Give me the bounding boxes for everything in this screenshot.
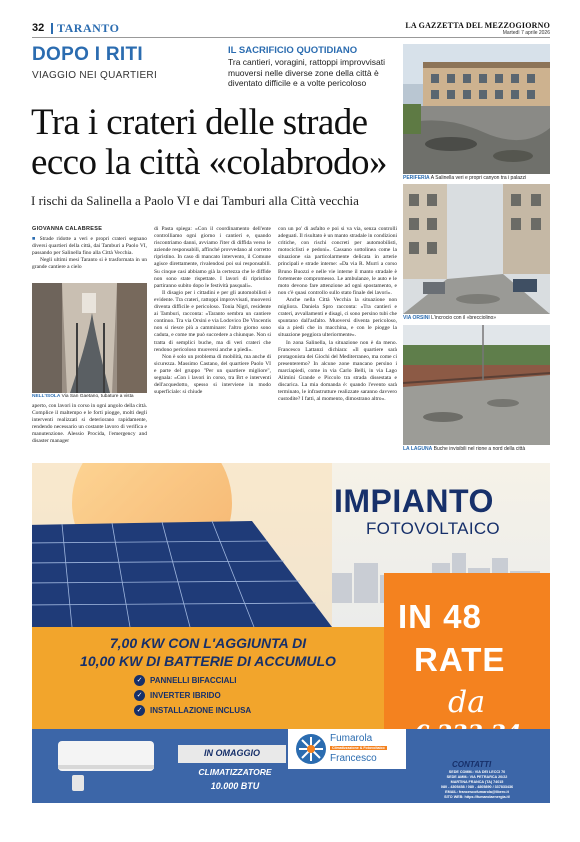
rate-da: da	[448, 685, 486, 720]
caption-label: NELL'ISOLA	[32, 394, 61, 399]
rate-line-2: RATE	[414, 641, 506, 678]
photo-nell-isola	[32, 283, 147, 393]
check-icon: ✓	[134, 675, 145, 686]
headline-line-1: Tra i crateri delle strade	[31, 102, 368, 143]
logo-name: Fumarola	[330, 733, 373, 744]
contact-line: SITO WEB: https://fumarolaenergia.it/	[444, 795, 510, 799]
logo-surname: Francesco	[330, 753, 377, 764]
contact-line: SEDE COMM.: VIA DEI LECCI 70	[448, 770, 506, 774]
photo-caption-laguna	[403, 446, 550, 452]
caption-text: L'incrocio con il «brecciolino»	[431, 315, 497, 321]
snowflake-sun-icon	[294, 732, 328, 766]
contact-line: EMAIL: francescofumarola@libero.it	[445, 790, 509, 794]
article-headline	[31, 103, 401, 183]
side-kicker: IL SACRIFICIO QUOTIDIANO	[228, 45, 358, 56]
newspaper-name: LA GAZZETTA DEL MEZZOGIORNO	[405, 21, 550, 30]
caption-label: LA LAGUNA	[403, 446, 433, 452]
inline-photo-caption	[32, 394, 147, 399]
body-column-1	[32, 236, 147, 271]
photo-caption-periferia	[403, 175, 550, 181]
photo-caption-via-orsini	[403, 315, 550, 321]
check-icon: ✓	[134, 705, 145, 716]
offer-line-1: 7,00 KW CON L'AGGIUNTA DI	[109, 635, 307, 651]
gift-label: IN OMAGGIO	[204, 748, 260, 758]
photo-periferia	[403, 44, 550, 174]
body-column-2	[154, 226, 271, 396]
article-byline: GIOVANNA CALABRESE	[32, 226, 103, 232]
gift-btu: 10.000 BTU	[210, 781, 260, 791]
advertisement	[32, 463, 550, 803]
logo-tagline: Climatizzazione & Fotovoltaico	[332, 746, 385, 750]
article-kicker: DOPO I RITI	[32, 44, 143, 65]
rate-line-1: IN 48	[398, 598, 482, 635]
photo-via-orsini	[403, 184, 550, 314]
air-conditioner-icon	[52, 735, 162, 793]
body-paragraph: In zona Salinella, la situazione non è da meno. Francesco Lattanzi dichiara: «Il quartiere sarà protagonista dei Giochi del Mediterraneo, ma come ci presenteremo? In alcune zone mancano persino i marciapiedi, come in via Carlo Belli, in via Lago Alimini Grande e Piccolo tra strada dissestata e discarica. La mia domanda è: quando l'evento sarà terminato, le infrastrutture realizzate saranno davvero custodite? I fatti, al momento, dimostrano altro».	[278, 339, 397, 403]
contacts-title: CONTATTI	[452, 760, 492, 769]
section-name: TARANTO	[57, 21, 120, 35]
body-paragraph: Non è solo un problema di mobilità, ma anche di sicurezza. Massimo Castano, del quartiere Paolo VI e parte del gruppo "Per un quartiere migliore", segnala: «Con i lavori in corso, tra Brt e interventi dell'acquedotto, spesso si interviene in modo superficiale: si chiude	[154, 353, 271, 396]
body-paragraph: ■ Strade ridotte a veri e propri crateri segnano diversi quartieri della città, dai Tamburi a Paolo VI, passando per Salinella fino alla Città Vecchia.	[32, 236, 147, 257]
body-paragraph: con un po' di asfalto e poi si va via, senza controlli adeguati. Il risultato è un manto stradale in condizioni critiche, con rischi concreti per automobilisti, motociclisti e pedoni». Cassano sottolinea come la situazione sia particolarmente delicata in arterie principali e strade interne: «Da via R. Murri a corso Bruno Buozzi e nelle vie interne il manto stradale è fortemente compromesso. Le ambulanze, le auto e le moto devono fare attenzione ad ogni spostamento, e non c'è quasi controllo sullo stato finale dei lavori».	[278, 226, 397, 296]
body-paragraph: Anche nella Città Vecchia la situazione non migliora. Daniela Spro racconta: «Tra cantieri e crateri, avvallamenti e disagi, ci sono persino tubi che spuntano dall'asfalto. Muoversi diventa pericoloso, sia a piedi che in macchina, e con le piogge la situazione peggiora ulteriormente».	[278, 296, 397, 339]
body-column-3	[278, 226, 397, 403]
body-paragraph: Negli ultimi mesi Taranto si è trasformata in un grande cantiere a cielo	[32, 257, 147, 271]
body-column-1-cont	[32, 403, 147, 446]
headline-line-2: ecco la città «colabrodo»	[31, 142, 387, 183]
article-deck: I rischi da Salinella a Paolo VI e dai Tamburi alla Città vecchia	[31, 193, 359, 208]
page-header	[32, 22, 550, 38]
caption-text: Buche invisibili nel rione a nord della città	[433, 446, 526, 452]
bullet-icon: ■	[32, 236, 40, 242]
feature-item: PANNELLI BIFACCIALI	[150, 676, 237, 685]
check-icon: ✓	[134, 690, 145, 701]
feature-item: INVERTER IBRIDO	[150, 691, 221, 700]
header-divider	[51, 23, 53, 34]
ad-title: IMPIANTO	[334, 483, 494, 519]
body-paragraph: Il disagio per i cittadini e per gli automobilisti è evidente. Tra crateri, rattoppi improvvisati, muoversi diventa difficile e pericoloso. Tonia Nigri, residente ai Tamburi, racconta: «Taranto sembra un cantiere continuo. Tra via Orsini e via Lodovico De Vincentis non si riesce più a camminare: l'altro giorno sono caduta, e come me può succedere a chiunque. Non si tratta di semplici buche, ma di veri crateri che rendono pericoloso muoversi anche a piedi».	[154, 289, 271, 353]
photo-laguna	[403, 325, 550, 445]
offer-line-2: 10,00 KW DI BATTERIE DI ACCUMULO	[80, 653, 336, 669]
caption-text: Via San Gaetano, tubature a vista	[61, 394, 134, 399]
article-kicker-sub: VIAGGIO NEI QUARTIERI	[32, 70, 158, 81]
body-paragraph: di Pasta spiega: «Con il coordinamento dell'ente controlliamo ogni giorno i cantieri e, quando riscontriamo danni, avviamo l'iter di diffida verso le aziende responsabili, affinché provvedano al corretto ripristino. In caso di mancato intervento, il Comune agisce direttamente, rivalendosi poi sui responsabili. Su cinque casi abbiamo già la certezza che le diffide non sono state rispettate. I lavori di ripristino partiranno subito dopo le festività pasquali».	[154, 226, 271, 289]
issue-date: Martedì 7 aprile 2026	[502, 30, 550, 36]
contact-line: SEDE AMM.: VIA PETRARCA 20/22	[446, 775, 508, 779]
ad-subtitle: FOTOVOLTAICO	[366, 519, 500, 538]
caption-label: PERIFERIA	[403, 175, 430, 181]
feature-item: INSTALLAZIONE INCLUSA	[150, 706, 252, 715]
page-number: 32	[32, 22, 45, 34]
gift-item: CLIMATIZZATORE	[198, 767, 272, 777]
contact-line: 080 - 4305458 / 080 - 4805890 / 337833436	[440, 785, 514, 789]
body-paragraph: aperto, con lavori in corso in ogni angolo della città. Complice il maltempo e le forti piogge, molti degli interventi realizzati si deteriorano rapidamente, rendendo necessario un costante lavoro di verifica e manutenzione. Alessio Procida, l'emergency and disaster manager	[32, 403, 148, 445]
caption-label: VIA ORSINI	[403, 315, 430, 321]
caption-text: A Salinella veri e propri canyon tra i palazzi	[430, 175, 527, 181]
contact-line: MARTINA FRANCA (TA) 74015	[450, 780, 504, 784]
side-summary: Tra cantieri, voragini, rattoppi improvvisati muoversi nelle diverse zone della città è diventato difficile e a volte pericoloso	[228, 57, 385, 88]
